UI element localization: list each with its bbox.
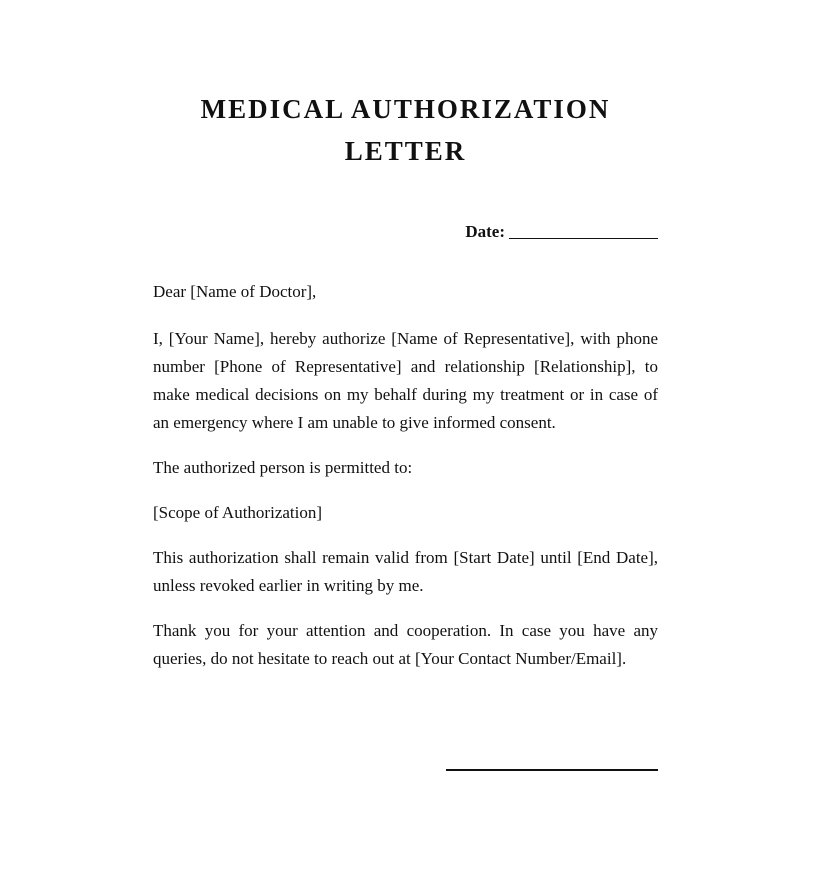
- scope-placeholder: [Scope of Authorization]: [153, 503, 323, 522]
- date-label: Date:: [465, 222, 505, 241]
- authorization-paragraph: I, [Your Name], hereby authorize [Name of Representative], with phone number [Phone of Representative] and relationship [Relationship], to make medical decisions on my behalf during my treatment or in case of an emergency where I am unable to give informed consent.: [153, 329, 658, 432]
- date-blank-line: [509, 222, 658, 239]
- permission-intro: The authorized person is permitted to:: [153, 458, 413, 477]
- salutation: Dear [Name of Doctor],: [153, 282, 317, 301]
- document-title: MEDICAL AUTHORIZATION LETTER: [200, 94, 611, 166]
- closing-paragraph: Thank you for your attention and cooperation. In case you have any queries, do not hesitate to reach out at [Your Contact Number/Email].: [153, 621, 658, 668]
- validity-paragraph: This authorization shall remain valid from [Start Date] until [End Date], unless revoked earlier in writing by me.: [153, 548, 658, 595]
- date-row: [153, 220, 658, 244]
- signature-line: [446, 769, 658, 771]
- letter-body: [153, 278, 658, 690]
